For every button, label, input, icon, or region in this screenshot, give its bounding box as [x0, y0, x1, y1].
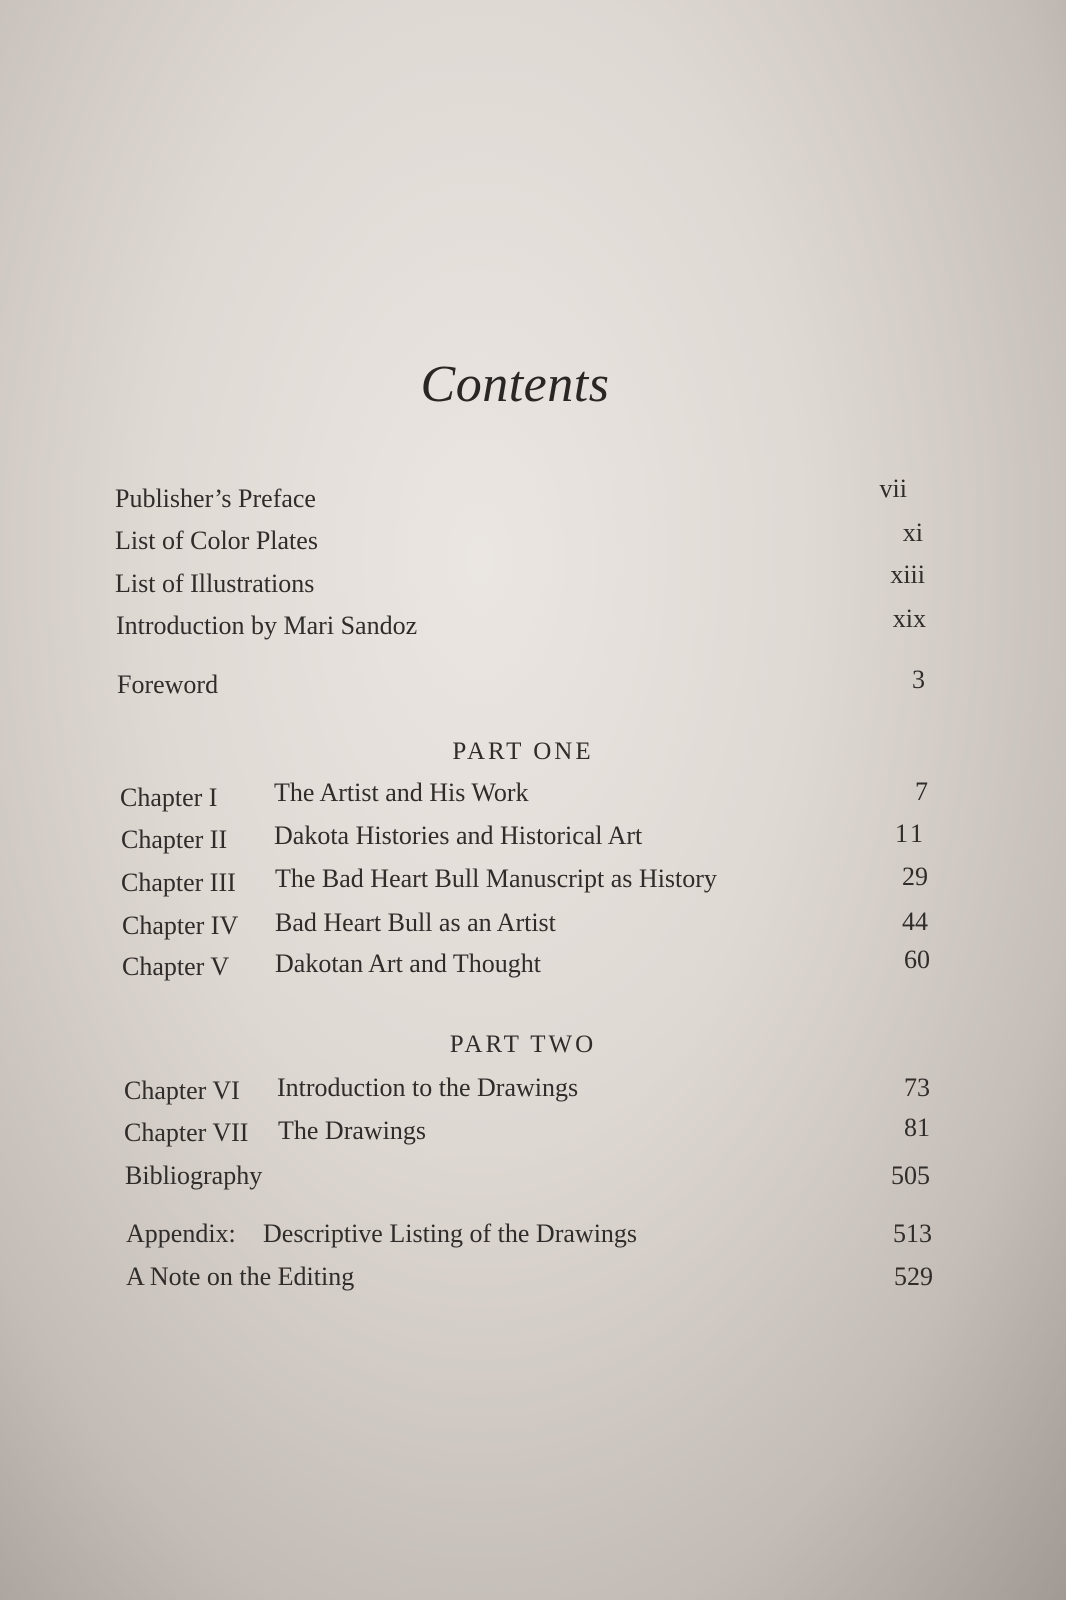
toc-entry-label: Introduction by Mari Sandoz	[116, 611, 418, 640]
chapter-number: Chapter IV	[122, 911, 239, 940]
chapter-page: 11	[894, 819, 926, 848]
toc-entry-page: 513	[893, 1219, 932, 1248]
toc-chapter-row	[0, 777, 1066, 823]
toc-entry-editing-note	[0, 1262, 1066, 1302]
toc-entry-page: vii	[879, 474, 907, 503]
toc-entry-label: A Note on the Editing	[126, 1262, 355, 1291]
toc-chapter-row	[0, 819, 1066, 865]
chapter-page: 29	[902, 862, 928, 891]
chapter-title: The Artist and His Work	[274, 778, 529, 807]
chapter-number: Chapter II	[121, 825, 228, 854]
page-title: Contents	[420, 356, 610, 413]
toc-entry-label: Publisher’s Preface	[115, 484, 316, 513]
toc-entry-foreword	[0, 665, 1066, 710]
toc-entry-page: 529	[894, 1262, 933, 1291]
part-two-heading: PART TWO	[449, 1031, 597, 1058]
chapter-number: Chapter VI	[124, 1076, 240, 1105]
toc-entry-illustrations	[0, 560, 1066, 609]
chapter-title: The Bad Heart Bull Manuscript as History	[275, 864, 717, 893]
toc-entry-detail: Descriptive Listing of the Drawings	[263, 1219, 638, 1248]
chapter-title: The Drawings	[278, 1116, 427, 1145]
toc-entry-label: List of Color Plates	[115, 526, 318, 555]
toc-entry-label: Bibliography	[125, 1161, 263, 1190]
toc-chapter-row	[0, 862, 1066, 908]
toc-chapter-row	[0, 1073, 1066, 1116]
chapter-number: Chapter VII	[124, 1118, 249, 1147]
toc-entry-label: List of Illustrations	[115, 569, 315, 598]
chapter-title: Introduction to the Drawings	[277, 1073, 579, 1102]
toc-entry-page: 505	[891, 1161, 930, 1190]
chapter-page: 7	[915, 777, 928, 806]
chapter-page: 73	[904, 1073, 930, 1102]
chapter-page: 44	[902, 907, 928, 936]
toc-entry-label: Appendix:	[126, 1219, 236, 1248]
chapter-title: Dakota Histories and Historical Art	[274, 821, 643, 850]
toc-entry-introduction	[0, 604, 1066, 651]
toc-entry-page: xiii	[890, 560, 925, 589]
toc-chapter-row	[0, 945, 1066, 992]
chapter-number: Chapter V	[122, 952, 230, 981]
toc-entry-bibliography	[0, 1161, 1066, 1201]
part-one-heading: PART ONE	[452, 738, 594, 765]
toc-entry-page: 3	[912, 665, 925, 694]
toc-entry-label: Foreword	[117, 670, 219, 699]
chapter-number: Chapter I	[120, 783, 218, 812]
chapter-page: 81	[904, 1113, 930, 1142]
toc-entry-page: xi	[902, 518, 923, 547]
chapter-title: Dakotan Art and Thought	[275, 949, 541, 978]
chapter-title: Bad Heart Bull as an Artist	[275, 908, 556, 937]
toc-entry-appendix	[0, 1219, 1066, 1259]
toc-chapter-row	[0, 1113, 1066, 1158]
chapter-number: Chapter III	[121, 868, 236, 897]
chapter-page: 60	[904, 945, 930, 974]
toc-entry-page: xix	[892, 604, 926, 633]
